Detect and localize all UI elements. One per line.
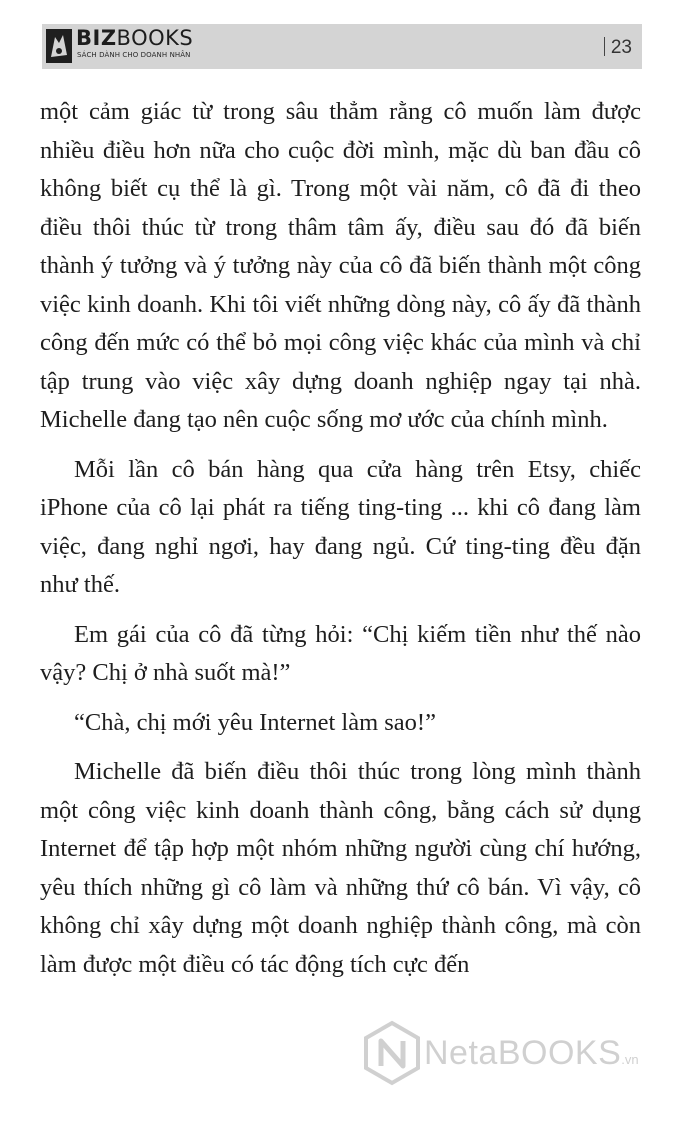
logo-title bbox=[76, 26, 193, 50]
page-number bbox=[604, 37, 632, 59]
page-number-divider bbox=[604, 37, 605, 56]
watermark-text bbox=[424, 1033, 639, 1080]
page-body bbox=[40, 93, 641, 995]
netabooks-logo-icon bbox=[362, 1020, 422, 1086]
page-number-value: 23 bbox=[610, 37, 632, 58]
watermark-suffix: .vn bbox=[621, 1052, 639, 1067]
logo-emblem-icon bbox=[46, 29, 72, 63]
paragraph-3: Em gái của cô đã từng hỏi: “Chị kiếm tiền như thế nào vậy? Chị ở nhà suốt mà!” bbox=[40, 620, 641, 686]
logo-title-bold: BIZ bbox=[76, 26, 117, 50]
logo-tagline: SÁCH DÀNH CHO DOANH NHÂN bbox=[77, 51, 191, 59]
watermark-name: NetaBOOKS bbox=[424, 1034, 622, 1072]
paragraph-2: Mỗi lần cô bán hàng qua cửa hàng trên Etsy, chiếc iPhone của cô lại phát ra tiếng ting-ting ... khi cô đang làm việc, đang nghỉ ngơi, hay đang ngủ. Cứ ting-ting đều đặn như thế. bbox=[40, 455, 641, 598]
logo-title-regular: BOOKS bbox=[116, 26, 194, 50]
bizbooks-logo bbox=[46, 26, 194, 67]
paragraph-1: một cảm giác từ trong sâu thẳm rằng cô muốn làm được nhiều điều hơn nữa cho cuộc đời mình, mặc dù ban đầu cô không biết cụ thể là gì. Trong một vài năm, cô đã đi theo điều thôi thúc từ trong thâm tâm ấy, điều sau đó đã biến thành ý tưởng và ý tưởng này của cô đã biến thành một công việc kinh doanh. Khi tôi viết những dòng này, cô ấy đã thành công đến mức có thể bỏ mọi công việc khác của mình và chỉ tập trung vào việc xây dựng doanh nghiệp ngay tại nhà. Michelle đang tạo nên cuộc sống mơ ước của chính mình. bbox=[40, 98, 641, 433]
paragraph-4: “Chà, chị mới yêu Internet làm sao!” bbox=[74, 708, 436, 736]
netabooks-watermark bbox=[362, 1020, 700, 1090]
paragraph-5: Michelle đã biến điều thôi thúc trong lòng mình thành một công việc kinh doanh thành công, bằng cách sử dụng Internet để tập hợp một nhóm những người cùng chí hướng, yêu thích những gì cô làm và những thứ cô bán. Vì vậy, cô không chỉ xây dựng một doanh nghiệp thành công, mà còn làm được một điều có tác động tích cực đến bbox=[40, 758, 641, 978]
